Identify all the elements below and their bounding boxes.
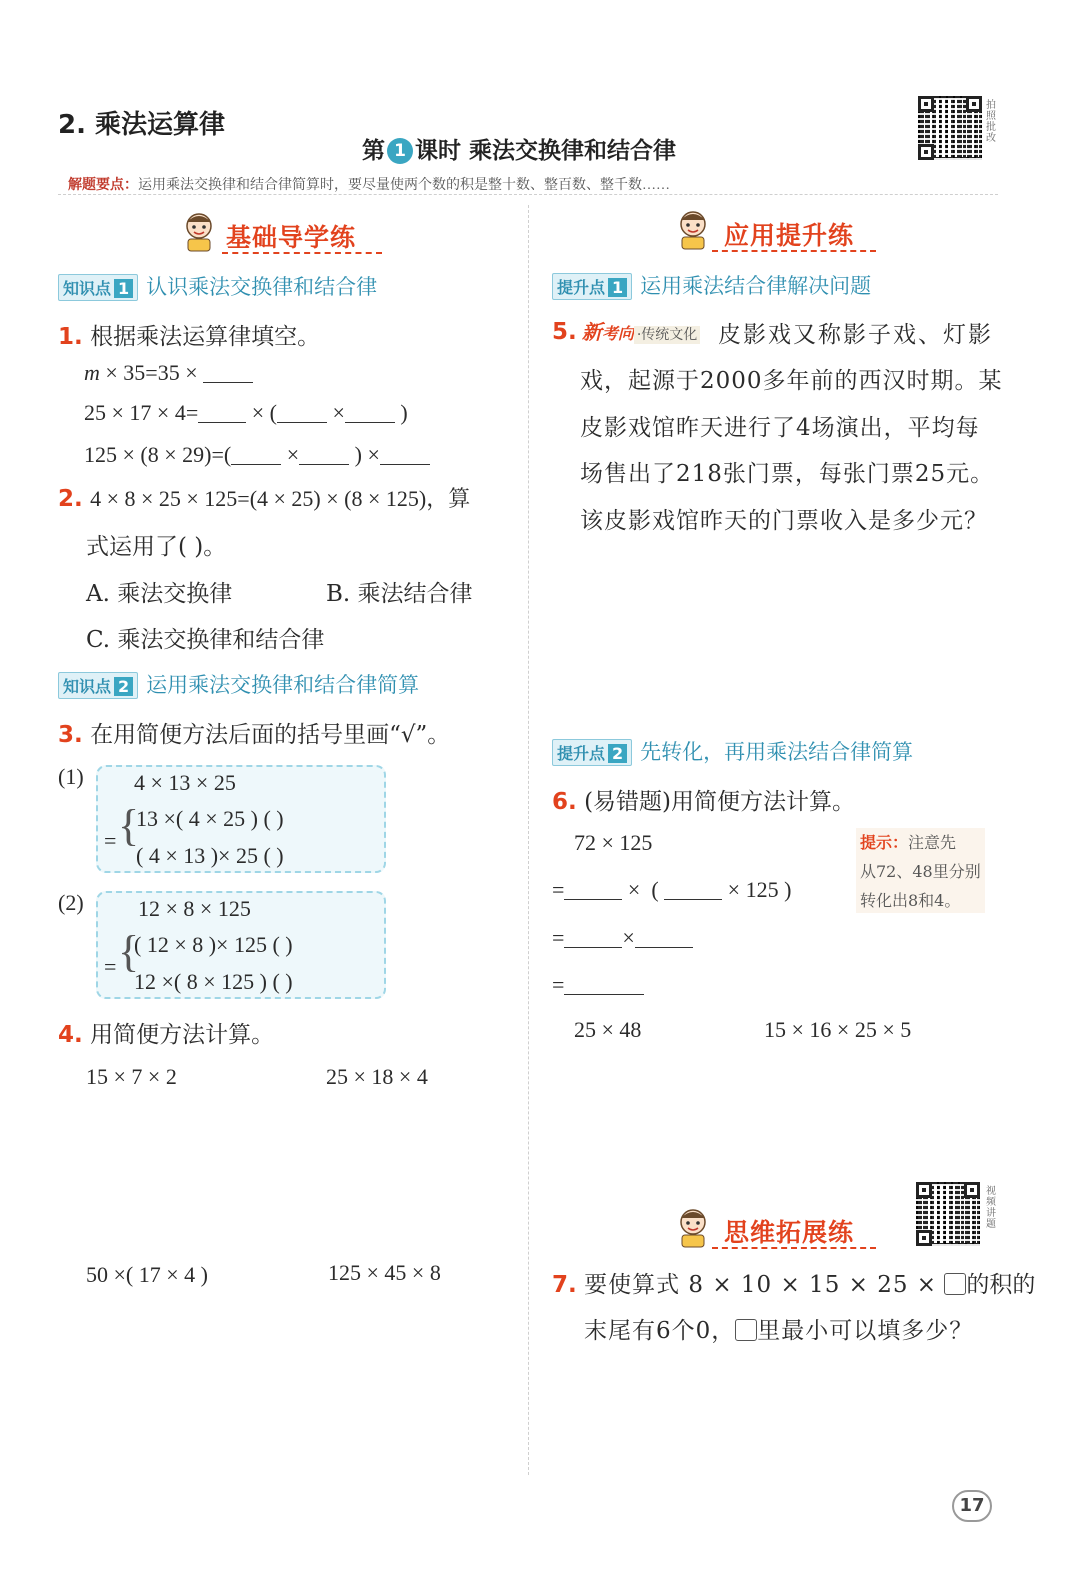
q3-part1-opt1[interactable]: 13 ×( 4 × 25 ) ( ) (136, 806, 284, 831)
keypoint-text: 运用乘法交换律和结合律简算时，要尽量使两个数的积是整十数、整百数、整千数…… (138, 178, 670, 193)
page-number: 17 (952, 1490, 992, 1522)
q2-line-2: 式运用了( )。 (86, 534, 227, 560)
mascot-icon (182, 212, 216, 256)
question-5-head: 5. 新考向 ·传统文化 (552, 316, 700, 345)
q6-blank-2[interactable] (664, 899, 722, 900)
q2-option-c[interactable]: C. 乘法交换律和结合律 (86, 627, 325, 653)
q7-box-1[interactable] (944, 1273, 966, 1295)
q3-part2-opt2[interactable]: 12 ×( 8 × 125 ) ( ) (134, 969, 293, 994)
column-divider (528, 205, 529, 1475)
q4-expr-3: 50 ×( 17 × 4 ) (86, 1262, 208, 1287)
tp1-title: 运用乘法结合律解决问题 (640, 274, 872, 298)
q4-expr-4: 125 × 45 × 8 (328, 1260, 441, 1285)
q6-blank-4[interactable] (635, 947, 693, 948)
lesson-name: 课时 乘法交换律和结合律 (415, 138, 677, 164)
q3-part1-label: (1) (58, 764, 84, 789)
q1-blank-5[interactable] (231, 464, 281, 465)
banner-underline-3 (712, 1247, 876, 1249)
header-divider (58, 194, 998, 195)
q5-line-4: 场售出了218张门票，每张门票25元。 (580, 461, 995, 487)
q6-expr-2: 25 × 48 (574, 1017, 642, 1042)
q5-line-3: 皮影戏馆昨天进行了4场演出，平均每 (580, 415, 980, 441)
kp1-title: 认识乘法交换律和结合律 (146, 275, 378, 299)
question-7-line-2: 末尾有6个0， 里最小可以填多少？ (584, 1318, 974, 1344)
q3-part2-expr: 12 × 8 × 125 (138, 896, 251, 921)
knowledge-point-1 (58, 271, 377, 301)
q2-option-a[interactable]: A. 乘法交换律 (86, 581, 233, 607)
keypoint-label: 解题要点： (68, 177, 138, 193)
q6-hint: 提示：注意先 从72、48里分别 转化出8和4。 (856, 828, 985, 913)
q1-blank-2[interactable] (198, 422, 246, 423)
q1-blank-1[interactable] (203, 382, 253, 383)
q1-blank-6[interactable] (299, 464, 349, 465)
q3-part2-brace: { (118, 927, 140, 976)
q5-line-5: 该皮影戏馆昨天的门票收入是多少元？ (580, 508, 988, 534)
lesson-title (362, 132, 676, 165)
q6-blank-3[interactable] (564, 947, 622, 948)
question-3: 3. 在用简便方法后面的括号里画“√”。 (58, 722, 451, 748)
q3-part2-opt1[interactable]: ( 12 × 8 )× 125 ( ) (134, 932, 293, 957)
q6-expr-3: 15 × 16 × 25 × 5 (764, 1017, 912, 1042)
banner-thinking-extension: 思维拓展练 (724, 1218, 855, 1247)
mascot-icon-3 (676, 1208, 710, 1252)
q3-part1-expr: 4 × 13 × 25 (134, 770, 236, 795)
q1-blank-4[interactable] (345, 422, 395, 423)
q3-part1-eq: = (104, 828, 117, 853)
q6-step-2: = × (552, 925, 693, 951)
banner-underline-2 (712, 250, 876, 252)
question-1: 1. 根据乘法运算律填空。 (58, 324, 321, 350)
q6-blank-1[interactable] (564, 899, 622, 900)
qr-caption-grading: 拍照批改 (986, 100, 996, 144)
q1-line-2: 25 × 17 × 4= × ( × ) (84, 400, 408, 425)
q1-line-1: m × 35=35 × (84, 360, 253, 386)
qr-code-video[interactable] (916, 1182, 980, 1246)
q6-step-3: = (552, 972, 644, 998)
q4-expr-1: 15 × 7 × 2 (86, 1064, 177, 1089)
question-4: 4. 用简便方法计算。 (58, 1022, 275, 1048)
hint-label: 提示： (860, 833, 909, 852)
q6-expr: 72 × 125 (574, 830, 653, 855)
q6-step-1: = × ( × 125 ) (552, 877, 792, 902)
q1-line-3: 125 × (8 × 29)=( × ) × (84, 442, 430, 468)
qr-caption-video: 视频讲题 (986, 1186, 996, 1230)
lesson-prefix: 第 (362, 138, 385, 164)
tp2-tag: 提升点 2 (552, 739, 632, 766)
q3-part1-brace: { (118, 801, 140, 850)
question-2: 2. 4 × 8 × 25 × 125=(4 × 25) × (8 × 125)，算 (58, 486, 471, 512)
kp2-tag: 知识点 2 (58, 672, 138, 699)
q1-blank-7[interactable] (380, 464, 430, 465)
section-title: 2. 乘法运算律 (58, 110, 226, 140)
q5-line-1: 皮影戏又称影子戏、灯影 (718, 322, 993, 348)
tp1-tag: 提升点 1 (552, 273, 632, 300)
new-direction-tag: 新考向 ·传统文化 (582, 320, 700, 344)
question-7-line-1: 7. 要使算式 8 × 10 × 15 × 25 × 的积的 (552, 1272, 1036, 1298)
banner-applied-practice: 应用提升练 (724, 221, 855, 250)
qr-code-grading[interactable] (918, 96, 982, 160)
q5-line-2: 戏，起源于2000多年前的西汉时期。某 (580, 368, 1003, 394)
question-6: 6. (易错题)用简便方法计算。 (552, 789, 856, 815)
tp2-title: 先转化，再用乘法结合律简算 (640, 740, 914, 764)
kp1-tag: 知识点 1 (58, 274, 138, 301)
q7-box-2[interactable] (735, 1319, 757, 1341)
keypoint-note (68, 174, 670, 194)
q2-option-b[interactable]: B. 乘法结合律 (326, 581, 473, 607)
q4-expr-2: 25 × 18 × 4 (326, 1064, 428, 1089)
banner-basic-practice: 基础导学练 (226, 223, 357, 252)
q1-blank-3[interactable] (277, 422, 327, 423)
q3-part1-opt2[interactable]: ( 4 × 13 )× 25 ( ) (136, 843, 284, 868)
improve-point-1 (552, 270, 871, 300)
knowledge-point-2 (58, 669, 419, 699)
improve-point-2 (552, 736, 913, 766)
q6-blank-5[interactable] (564, 994, 644, 995)
mascot-icon-2 (676, 210, 710, 254)
q3-part2-label: (2) (58, 890, 84, 915)
lesson-number: 1 (387, 138, 413, 164)
q3-part2-eq: = (104, 954, 117, 979)
banner-underline (222, 252, 382, 254)
kp2-title: 运用乘法交换律和结合律简算 (146, 673, 420, 697)
